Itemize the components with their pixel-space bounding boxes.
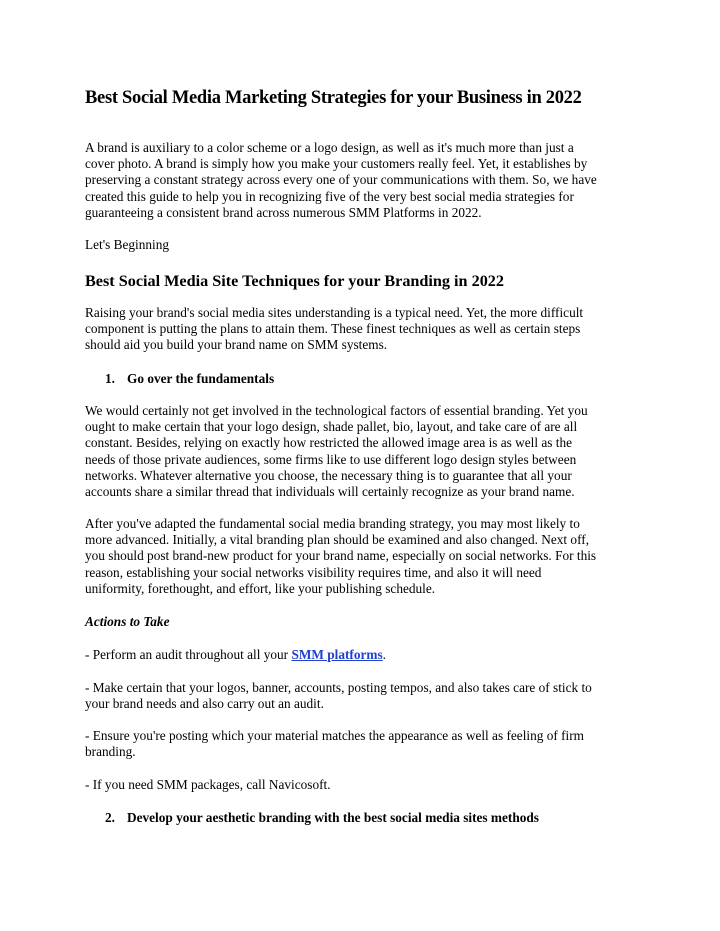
advanced-line: uniformity, forethought, and effort, like your publishing schedule. xyxy=(85,580,436,596)
fundamentals-line: accounts share a similar thread that individuals will certainly recognize as your brand name. xyxy=(85,484,575,500)
action-item-packages: - If you need SMM packages, call Navicosoft. xyxy=(85,777,331,792)
action-line xyxy=(85,647,645,663)
intro-line: created this guide to help you in recognizing five of the very best social media strategies for xyxy=(85,188,574,204)
list-item-label: Go over the fundamentals xyxy=(127,371,275,386)
action-suffix: . xyxy=(382,647,386,662)
advanced-line: you should post brand-new product for your brand name, especially on social networks. For this xyxy=(85,548,597,564)
fundamentals-line: We would certainly not get involved in the technological factors of essential branding. Yet you xyxy=(85,403,588,418)
action-line: - Make certain that your logos, banner, accounts, posting tempos, and also takes care of stick to xyxy=(85,680,592,695)
fundamentals-paragraph xyxy=(85,403,645,500)
action-prefix: - Perform an audit throughout all your xyxy=(85,647,292,662)
list-item-fundamentals xyxy=(105,371,274,387)
action-item-audit xyxy=(85,647,645,663)
advanced-line: more advanced. Initially, a vital branding plan should be examined and also changed. Next off, xyxy=(85,532,590,548)
action-line: - Ensure you're posting which your material matches the appearance as well as feeling of firm xyxy=(85,728,584,743)
list-number: 1. xyxy=(105,371,115,386)
fundamentals-line: needs of those private audiences, some firms like to use different logo design styles between xyxy=(85,451,577,467)
list-number: 2. xyxy=(105,810,115,825)
smm-platforms-link[interactable]: SMM platforms xyxy=(291,647,383,662)
action-line: your brand needs and also carry out an audit. xyxy=(85,696,324,712)
actions-heading: Actions to Take xyxy=(85,614,170,629)
intro-line: A brand is auxiliary to a color scheme or a logo design, as well as it's much more than just a xyxy=(85,140,574,155)
section-intro-line: should aid you build your brand name on SMM systems. xyxy=(85,337,388,353)
section-intro-line: Raising your brand's social media sites understanding is a typical need. Yet, the more difficult xyxy=(85,305,584,320)
action-line: branding. xyxy=(85,744,136,760)
advanced-paragraph xyxy=(85,516,645,597)
fundamentals-line: networks. Whatever alternative you choose, the necessary thing is to guarantee that all your xyxy=(85,467,572,483)
intro-line: guaranteeing a consistent brand across numerous SMM Platforms in 2022. xyxy=(85,204,482,220)
lets-begin-text: Let's Beginning xyxy=(85,237,170,252)
section-intro-paragraph xyxy=(85,305,645,354)
intro-paragraph xyxy=(85,140,645,221)
advanced-line: After you've adapted the fundamental social media branding strategy, you may most likely to xyxy=(85,516,580,531)
section-intro-line: component is putting the plans to attain them. These finest techniques as well as certain steps xyxy=(85,321,581,337)
action-item-logos xyxy=(85,680,645,712)
advanced-line: reason, establishing your social networks visibility requires time, and also it will need xyxy=(85,564,542,580)
section-heading: Best Social Media Site Techniques for your Branding in 2022 xyxy=(85,272,504,290)
fundamentals-line: constant. Besides, relying on exactly how restricted the allowed image area is as well as the xyxy=(85,435,573,451)
list-item-label: Develop your aesthetic branding with the best social media sites methods xyxy=(127,810,539,825)
intro-line: preserving a constant strategy across every one of your communications with them. So, we have xyxy=(85,172,597,188)
fundamentals-line: ought to make certain that your logo design, shade pallet, bio, layout, and take care of are all xyxy=(85,419,578,435)
intro-line: cover photo. A brand is simply how you make your customers really feel. Yet, it establishes by xyxy=(85,156,588,172)
page-title: Best Social Media Marketing Strategies for your Business in 2022 xyxy=(85,88,582,108)
action-item-posting xyxy=(85,728,645,760)
list-item-aesthetic-branding xyxy=(105,810,539,826)
